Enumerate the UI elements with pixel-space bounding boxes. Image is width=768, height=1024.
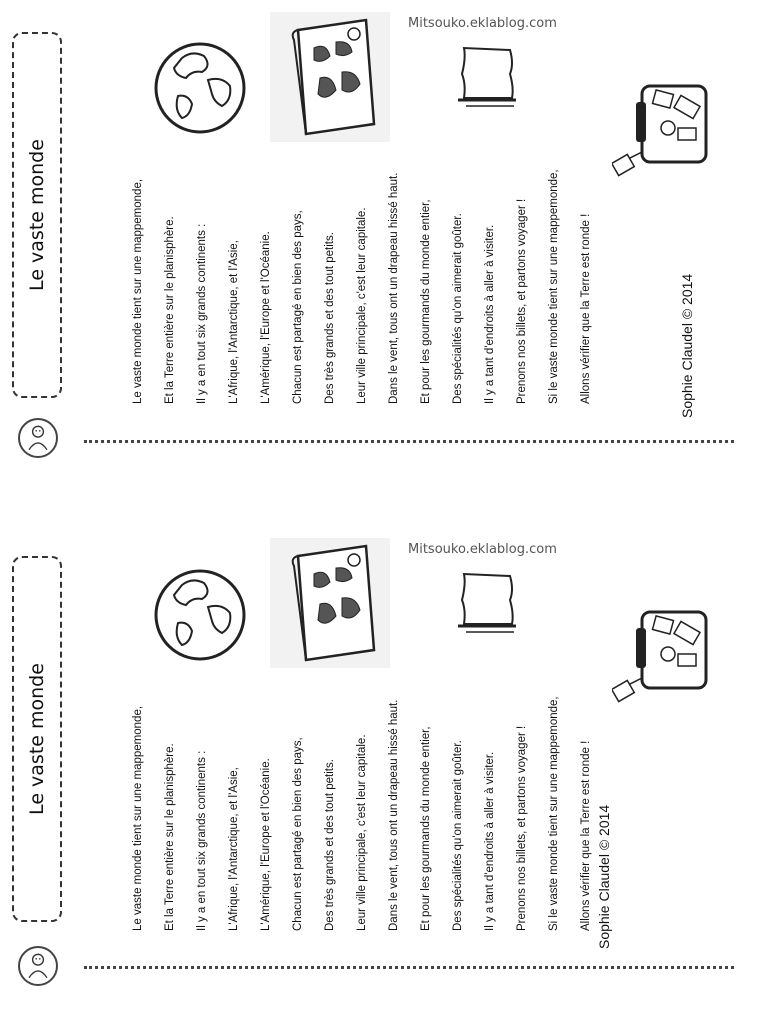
flag-icon	[452, 570, 522, 642]
suitcase-icon	[612, 604, 712, 708]
poem-line: Leur ville principale, c'est leur capitale.	[356, 734, 368, 931]
poem-line: Des très grands et des tout petits.	[324, 232, 336, 404]
poem-line: Dans le vent, tous ont un drapeau hissé haut.	[388, 699, 400, 931]
poem-line: Prenons nos billets, et partons voyager !	[516, 725, 528, 931]
title-box	[12, 556, 62, 922]
poem-card-bottom	[0, 512, 768, 1024]
poem-line: Il y a tant d'endroits à aller à visiter.	[484, 224, 496, 404]
poem-line: Des spécialités qu'on aimerait goûter.	[452, 740, 464, 931]
poem-title: Le vaste monde	[26, 663, 48, 815]
poem-line: Leur ville principale, c'est leur capitale.	[356, 207, 368, 404]
poem-line: Le vaste monde tient sur une mappemonde,	[132, 705, 144, 931]
flag-icon	[452, 44, 522, 116]
poem-line: Il y a en tout six grands continents :	[196, 750, 208, 931]
poem-line: L'Afrique, l'Antarctique, et l'Asie,	[228, 240, 240, 404]
world-map-scroll-icon	[270, 538, 390, 668]
poem-line: Si le vaste monde tient sur une mappemonde,	[548, 696, 560, 931]
globe-icon	[152, 40, 248, 136]
poem-line: Il y a tant d'endroits à aller à visiter.	[484, 751, 496, 931]
child-badge-icon	[18, 418, 58, 458]
author-credit: Sophie Claudel © 2014	[596, 804, 612, 949]
poem-line: Le vaste monde tient sur une mappemonde,	[132, 178, 144, 404]
poem-line: Si le vaste monde tient sur une mappemonde,	[548, 169, 560, 404]
world-map-scroll-icon	[270, 12, 390, 142]
title-box	[12, 32, 62, 398]
poem-line: Prenons nos billets, et partons voyager !	[516, 198, 528, 404]
poem-line: Et la Terre entière sur le planisphère.	[164, 216, 176, 404]
poem-line: L'Afrique, l'Antarctique, et l'Asie,	[228, 767, 240, 931]
poem-line: Il y a en tout six grands continents :	[196, 223, 208, 404]
website-label: Mitsouko.eklablog.com	[408, 16, 557, 31]
poem-line: Et la Terre entière sur le planisphère.	[164, 743, 176, 931]
poem-line: Chacun est partagé en bien des pays,	[292, 210, 304, 404]
poem-line: Chacun est partagé en bien des pays,	[292, 737, 304, 931]
website-label: Mitsouko.eklablog.com	[408, 542, 557, 557]
poem-title: Le vaste monde	[26, 139, 48, 291]
poem-line: Dans le vent, tous ont un drapeau hissé haut.	[388, 172, 400, 404]
cut-line	[84, 966, 734, 969]
poem-line: Des très grands et des tout petits.	[324, 759, 336, 931]
author-credit: Sophie Claudel © 2014	[679, 273, 695, 418]
poem-line: Et pour les gourmands du monde entier,	[420, 726, 432, 931]
poem-line: Allons vérifier que la Terre est ronde !	[580, 740, 592, 931]
poem-line: L'Amérique, l'Europe et l'Océanie.	[260, 758, 272, 931]
poem-line: Des spécialités qu'on aimerait goûter.	[452, 213, 464, 404]
cut-line	[84, 440, 734, 443]
globe-icon	[152, 567, 248, 663]
child-badge-icon	[18, 946, 58, 986]
poem-line: L'Amérique, l'Europe et l'Océanie.	[260, 231, 272, 404]
poem-line: Allons vérifier que la Terre est ronde !	[580, 213, 592, 404]
suitcase-icon	[612, 78, 712, 182]
poem-line: Et pour les gourmands du monde entier,	[420, 199, 432, 404]
